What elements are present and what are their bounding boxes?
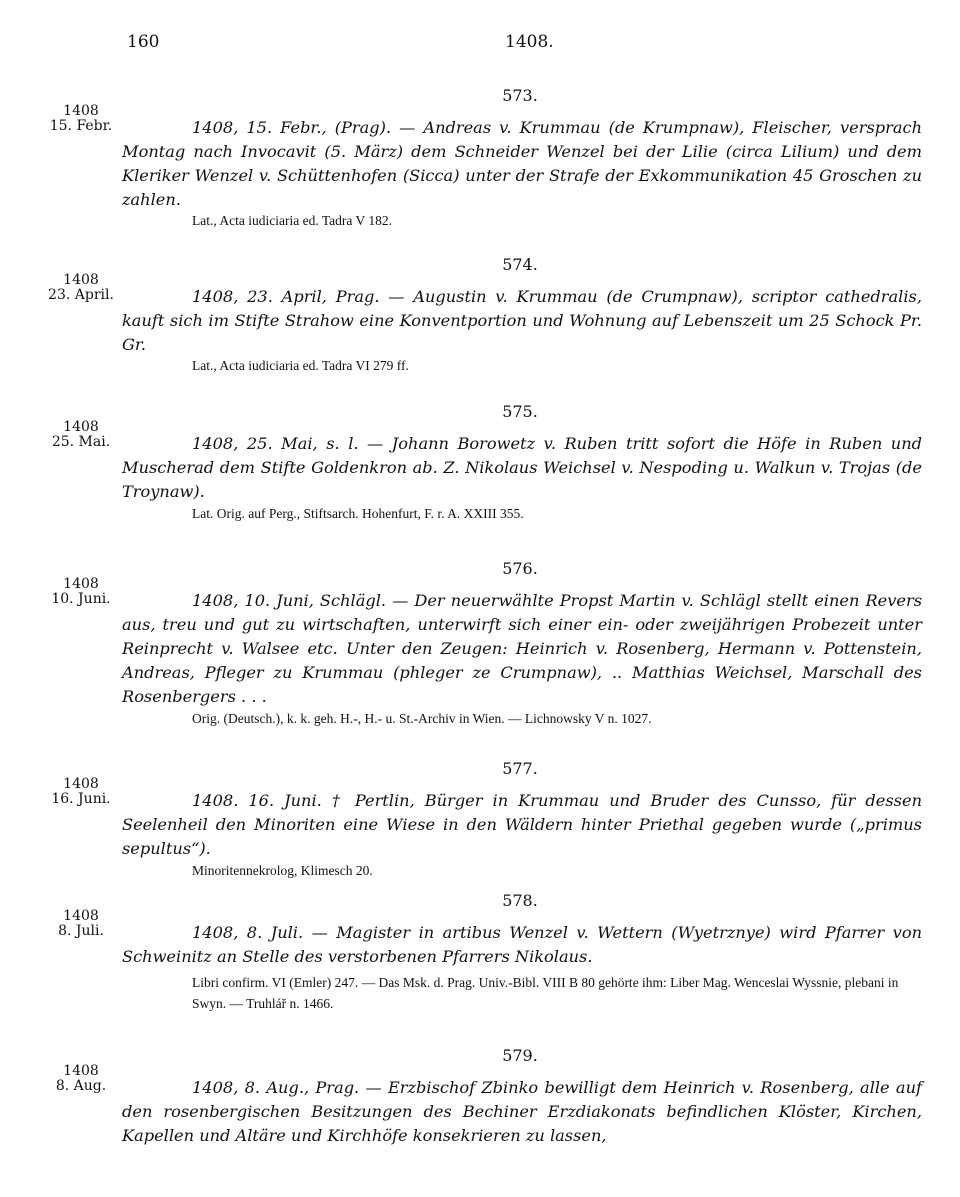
margin-day: 15. Febr. — [49, 118, 113, 134]
entry-number: 578. — [502, 891, 538, 910]
margin-day: 16. Juni. — [51, 791, 111, 807]
entry-number: 579. — [502, 1046, 538, 1065]
regest-body: 1408, 8. Aug., Prag. — Erzbischof Zbinko bewilligt dem Heinrich v. Rosenberg, alle auf den rosenbergischen Besitzungen des Bechiner Erzdiakonats befindlichen Klöster, Kirchen, Kapellen und Altäre und Kirchhöfe konsekrieren zu lassen, — [122, 1078, 922, 1145]
margin-year: 1408 — [63, 1063, 99, 1079]
regest-body: 1408. 16. Juni. † Pertlin, Bürger in Krummau und Bruder des Cunsso, für dessen Seelenheil den Minoriten eine Wiese in den Wäldern hinter Priethal gegeben wurde („primus sepultus“). — [122, 791, 922, 858]
margin-date — [46, 420, 116, 450]
source-note: Libri confirm. VI (Emler) 247. — Das Msk. d. Prag. Univ.-Bibl. VIII B 80 gehörte ihm: Liber Mag. Wenceslai Wyssnie, plebani in Swyn. — Truhlář n. 1466. — [192, 975, 899, 1011]
margin-date — [46, 104, 116, 134]
margin-date — [46, 577, 116, 607]
margin-date — [46, 777, 116, 807]
margin-day: 8. Aug. — [55, 1078, 107, 1094]
regest-text — [122, 432, 922, 504]
source-note: Orig. (Deutsch.), k. k. geh. H.-, H.- u. St.-Archiv in Wien. — Lichnowsky V n. 1027. — [192, 711, 652, 726]
regest-body: 1408, 10. Juni, Schlägl. — Der neuerwählte Propst Martin v. Schlägl stellt einen Revers aus, treu und gut zu wirtschaften, unterwirft sich einer ein- oder zweijährigen Probezeit unter Reinprecht v. Walsee etc. Unter den Zeugen: Heinrich v. Rosenberg, Hermann v. Pottenstein, Andreas, Pfleger zu Krummau (phleger ze Crumpnaw), .. Matthias Weichsel, Marschall des Rosenbergers . . . — [122, 591, 922, 706]
regest-body: 1408, 23. April, Prag. — Augustin v. Krummau (de Crumpnaw), scriptor cathedralis, kauft sich im Stifte Strahow eine Konventportion und Wohnung auf Lebenszeit um 25 Schock Pr. Gr. — [122, 287, 922, 354]
regest-body: 1408, 15. Febr., (Prag). — Andreas v. Krummau (de Krumpnaw), Fleischer, versprach Montag nach Invocavit (5. März) dem Schneider Wenzel bei der Lilie (circa Lilium) und dem Kleriker Wenzel v. Schüttenhofen (Sicca) unter der Strafe der Exkommunikation 45 Groschen zu zahlen. — [122, 118, 922, 209]
regest-text — [122, 116, 922, 212]
page-number: 160 — [127, 32, 160, 52]
margin-day: 25. Mai. — [51, 434, 111, 450]
margin-year: 1408 — [63, 419, 99, 435]
entry-number: 574. — [502, 255, 538, 274]
regest-body: 1408, 25. Mai, s. l. — Johann Borowetz v. Ruben tritt sofort die Höfe in Ruben und Muscherad dem Stifte Goldenkron ab. Z. Nikolaus Weichsel v. Nespoding u. Walkun v. Trojas (de Troynaw). — [122, 434, 922, 501]
running-head: 1408. — [505, 32, 554, 52]
margin-year: 1408 — [63, 272, 99, 288]
regest-text — [122, 1076, 922, 1148]
source-note: Lat., Acta iudiciaria ed. Tadra VI 279 ff. — [192, 358, 409, 373]
source-note: Lat., Acta iudiciaria ed. Tadra V 182. — [192, 213, 392, 228]
margin-year: 1408 — [63, 908, 99, 924]
margin-date — [46, 909, 116, 939]
regest-text — [122, 789, 922, 861]
margin-day: 10. Juni. — [51, 591, 111, 607]
margin-date — [46, 1064, 116, 1094]
regest-text — [122, 589, 922, 709]
page-header — [0, 32, 960, 58]
entry-number: 575. — [502, 402, 538, 421]
entry-number: 577. — [502, 759, 538, 778]
entry-number: 573. — [502, 86, 538, 105]
margin-date — [46, 273, 116, 303]
source-note: Minoritennekrolog, Klimesch 20. — [192, 863, 373, 878]
margin-day: 23. April. — [48, 287, 114, 303]
margin-day: 8. Juli. — [58, 923, 104, 939]
regest-text — [122, 921, 922, 969]
entry-number: 576. — [502, 559, 538, 578]
source-note: Lat. Orig. auf Perg., Stiftsarch. Hohenfurt, F. r. A. XXIII 355. — [192, 506, 524, 521]
regest-body: 1408, 8. Juli. — Magister in artibus Wenzel v. Wettern (Wyetrznye) wird Pfarrer von Schweinitz an Stelle des verstorbenen Pfarrers Nikolaus. — [122, 923, 922, 966]
regest-text — [122, 285, 922, 357]
margin-year: 1408 — [63, 576, 99, 592]
margin-year: 1408 — [63, 776, 99, 792]
margin-year: 1408 — [63, 103, 99, 119]
